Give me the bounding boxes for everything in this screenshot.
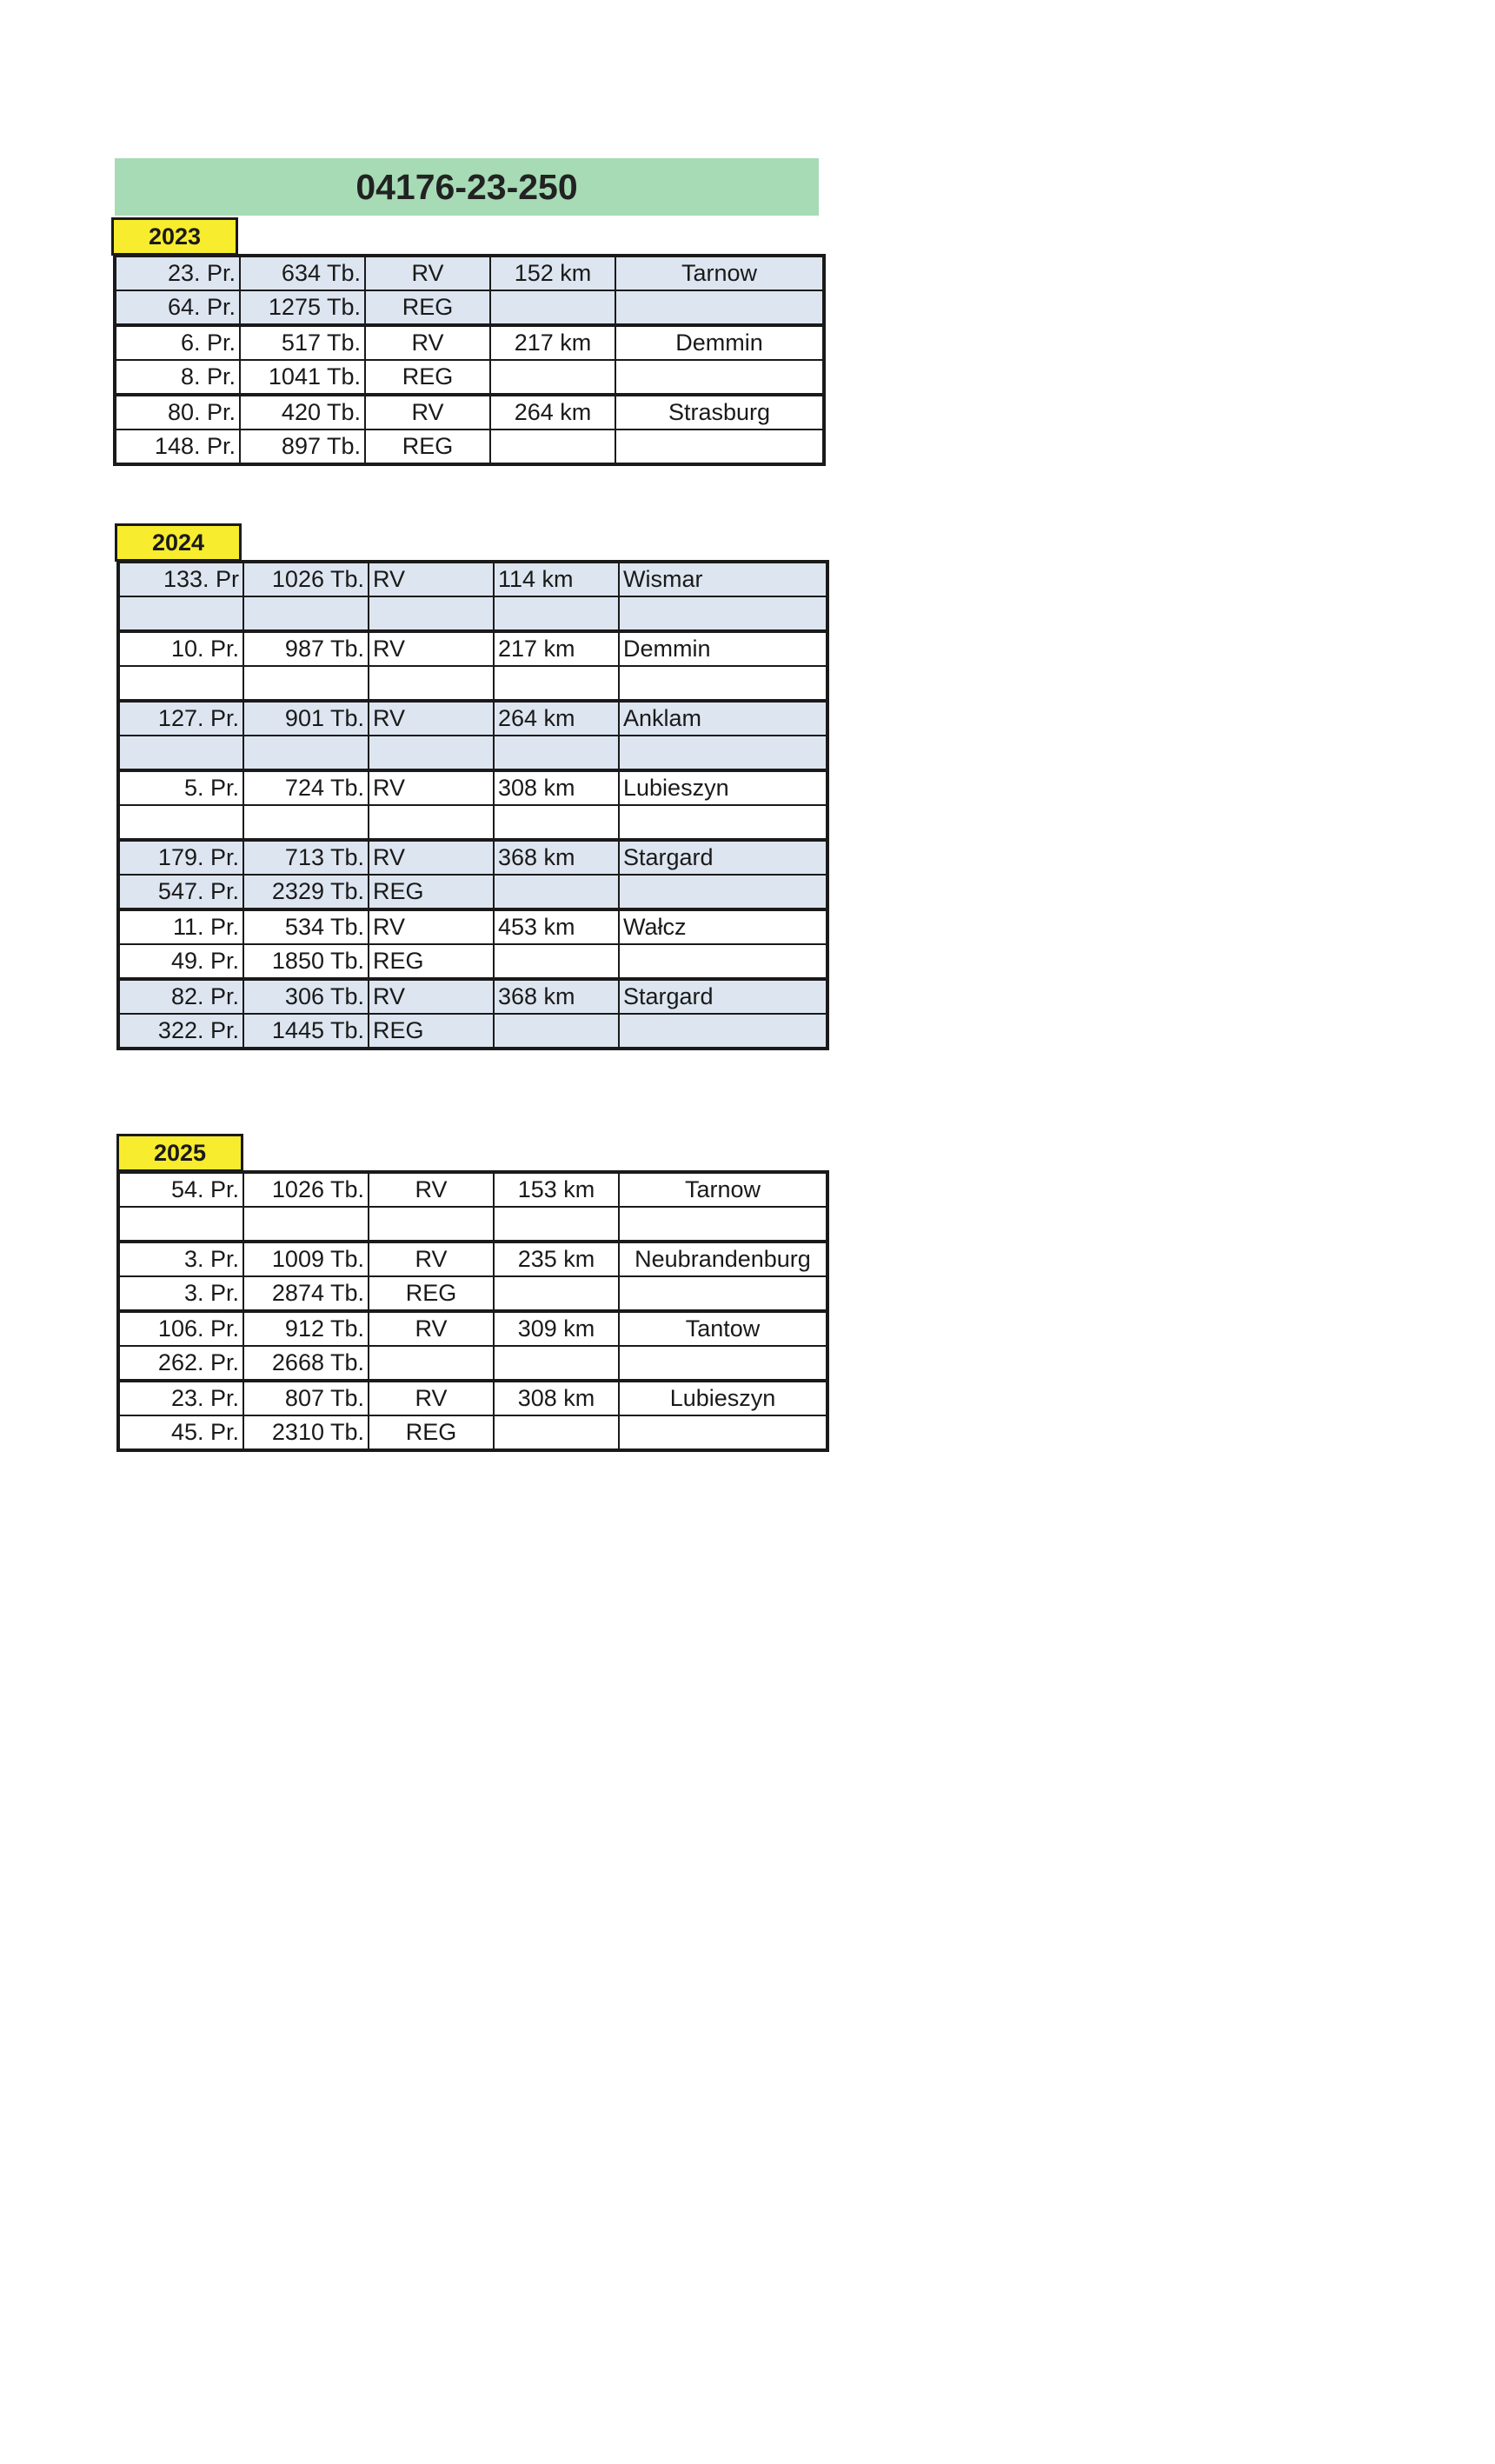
type-cell: RV: [369, 1242, 494, 1276]
tb-cell: 1026 Tb.: [243, 1172, 369, 1207]
type-cell: RV: [365, 256, 490, 290]
tb-cell: 912 Tb.: [243, 1311, 369, 1346]
type-cell: REG: [365, 360, 490, 395]
km-cell: 264 km: [494, 701, 619, 736]
table-row: [118, 1242, 827, 1276]
place-cell: [619, 875, 827, 909]
table-row: [115, 256, 824, 290]
table-row: [118, 701, 827, 736]
table-row: [115, 430, 824, 464]
tb-cell: [243, 736, 369, 770]
km-cell: [490, 360, 615, 395]
pr-cell: 322. Pr.: [118, 1014, 243, 1049]
pr-cell: 133. Pr: [118, 562, 243, 596]
type-cell: [369, 736, 494, 770]
type-cell: [369, 596, 494, 631]
type-cell: RV: [369, 562, 494, 596]
tb-cell: [243, 596, 369, 631]
pr-cell: 11. Pr.: [118, 909, 243, 944]
km-cell: [494, 1415, 619, 1450]
place-cell: Stargard: [619, 840, 827, 875]
pr-cell: [118, 1207, 243, 1242]
pr-cell: 3. Pr.: [118, 1276, 243, 1311]
tb-cell: 634 Tb.: [240, 256, 365, 290]
tb-cell: 1275 Tb.: [240, 290, 365, 325]
km-cell: [494, 666, 619, 701]
place-cell: Lubieszyn: [619, 770, 827, 805]
type-cell: REG: [369, 1276, 494, 1311]
type-cell: RV: [369, 1172, 494, 1207]
place-cell: [619, 596, 827, 631]
place-cell: Demmin: [619, 631, 827, 666]
place-cell: [619, 805, 827, 840]
pr-cell: 3. Pr.: [118, 1242, 243, 1276]
tb-cell: 1850 Tb.: [243, 944, 369, 979]
table-row: [118, 1311, 827, 1346]
km-cell: [494, 1207, 619, 1242]
pr-cell: 262. Pr.: [118, 1346, 243, 1381]
year-label-2025: 2025: [116, 1134, 243, 1172]
tb-cell: 2874 Tb.: [243, 1276, 369, 1311]
table-row: [118, 979, 827, 1014]
table-2023: [113, 254, 826, 466]
type-cell: [369, 805, 494, 840]
table-row: [118, 1172, 827, 1207]
km-cell: 152 km: [490, 256, 615, 290]
km-cell: [494, 944, 619, 979]
table-2025: [116, 1170, 829, 1452]
pr-cell: 106. Pr.: [118, 1311, 243, 1346]
table-2024: [116, 560, 829, 1050]
place-cell: [615, 360, 824, 395]
place-cell: Demmin: [615, 325, 824, 360]
tb-cell: 420 Tb.: [240, 395, 365, 430]
place-cell: Tantow: [619, 1311, 827, 1346]
pr-cell: 80. Pr.: [115, 395, 240, 430]
type-cell: RV: [369, 631, 494, 666]
table-row: [115, 360, 824, 395]
pr-cell: [118, 805, 243, 840]
pr-cell: 23. Pr.: [118, 1381, 243, 1415]
place-cell: [619, 1207, 827, 1242]
place-cell: [619, 944, 827, 979]
place-cell: [619, 666, 827, 701]
km-cell: 308 km: [494, 1381, 619, 1415]
year-label-2023: 2023: [111, 217, 238, 256]
type-cell: RV: [369, 840, 494, 875]
place-cell: [619, 1014, 827, 1049]
pr-cell: 8. Pr.: [115, 360, 240, 395]
pr-cell: 45. Pr.: [118, 1415, 243, 1450]
table-row: [118, 1415, 827, 1450]
place-cell: Stargard: [619, 979, 827, 1014]
place-cell: Strasburg: [615, 395, 824, 430]
table-row: [118, 631, 827, 666]
type-cell: REG: [365, 430, 490, 464]
tb-cell: 306 Tb.: [243, 979, 369, 1014]
table-row: [118, 1276, 827, 1311]
tb-cell: 807 Tb.: [243, 1381, 369, 1415]
place-cell: Anklam: [619, 701, 827, 736]
table-row: [118, 944, 827, 979]
km-cell: 153 km: [494, 1172, 619, 1207]
type-cell: [369, 1346, 494, 1381]
place-cell: Tarnow: [615, 256, 824, 290]
km-cell: [494, 1014, 619, 1049]
tb-cell: [243, 666, 369, 701]
pr-cell: 10. Pr.: [118, 631, 243, 666]
km-cell: 264 km: [490, 395, 615, 430]
pr-cell: 148. Pr.: [115, 430, 240, 464]
tb-cell: 987 Tb.: [243, 631, 369, 666]
pr-cell: [118, 596, 243, 631]
tb-cell: 901 Tb.: [243, 701, 369, 736]
km-cell: 217 km: [490, 325, 615, 360]
place-cell: [619, 1346, 827, 1381]
place-cell: [619, 736, 827, 770]
document-title: 04176-23-250: [115, 158, 819, 216]
tb-cell: 2329 Tb.: [243, 875, 369, 909]
km-cell: [494, 736, 619, 770]
place-cell: [619, 1276, 827, 1311]
km-cell: 368 km: [494, 840, 619, 875]
pr-cell: 6. Pr.: [115, 325, 240, 360]
tb-cell: 1445 Tb.: [243, 1014, 369, 1049]
type-cell: RV: [365, 395, 490, 430]
place-cell: Wismar: [619, 562, 827, 596]
table-row: [115, 395, 824, 430]
table-row: [118, 666, 827, 701]
tb-cell: 713 Tb.: [243, 840, 369, 875]
place-cell: [615, 430, 824, 464]
km-cell: 309 km: [494, 1311, 619, 1346]
pr-cell: 64. Pr.: [115, 290, 240, 325]
place-cell: [619, 1415, 827, 1450]
km-cell: [490, 290, 615, 325]
pr-cell: 82. Pr.: [118, 979, 243, 1014]
type-cell: REG: [369, 875, 494, 909]
type-cell: REG: [369, 1415, 494, 1450]
type-cell: REG: [369, 1014, 494, 1049]
pr-cell: 54. Pr.: [118, 1172, 243, 1207]
km-cell: [494, 1276, 619, 1311]
km-cell: 217 km: [494, 631, 619, 666]
type-cell: [369, 666, 494, 701]
type-cell: RV: [365, 325, 490, 360]
pr-cell: 127. Pr.: [118, 701, 243, 736]
table-row: [118, 1207, 827, 1242]
tb-cell: 724 Tb.: [243, 770, 369, 805]
km-cell: 235 km: [494, 1242, 619, 1276]
type-cell: RV: [369, 1311, 494, 1346]
type-cell: REG: [369, 944, 494, 979]
table-row: [118, 770, 827, 805]
type-cell: RV: [369, 701, 494, 736]
tb-cell: 1026 Tb.: [243, 562, 369, 596]
place-cell: Tarnow: [619, 1172, 827, 1207]
table-row: [118, 596, 827, 631]
tb-cell: 2668 Tb.: [243, 1346, 369, 1381]
type-cell: RV: [369, 770, 494, 805]
table-row: [118, 1346, 827, 1381]
type-cell: RV: [369, 1381, 494, 1415]
pr-cell: 49. Pr.: [118, 944, 243, 979]
km-cell: [494, 805, 619, 840]
pr-cell: 179. Pr.: [118, 840, 243, 875]
table-row: [118, 1381, 827, 1415]
tb-cell: [243, 805, 369, 840]
type-cell: [369, 1207, 494, 1242]
table-row: [115, 325, 824, 360]
km-cell: [494, 1346, 619, 1381]
table-row: [118, 840, 827, 875]
km-cell: 308 km: [494, 770, 619, 805]
km-cell: [490, 430, 615, 464]
pr-cell: 23. Pr.: [115, 256, 240, 290]
pr-cell: 5. Pr.: [118, 770, 243, 805]
tb-cell: [243, 1207, 369, 1242]
km-cell: [494, 875, 619, 909]
km-cell: [494, 596, 619, 631]
pr-cell: [118, 666, 243, 701]
km-cell: 114 km: [494, 562, 619, 596]
place-cell: Neubrandenburg: [619, 1242, 827, 1276]
table-row: [115, 290, 824, 325]
tb-cell: 1009 Tb.: [243, 1242, 369, 1276]
type-cell: RV: [369, 979, 494, 1014]
pr-cell: [118, 736, 243, 770]
place-cell: Lubieszyn: [619, 1381, 827, 1415]
table-row: [118, 562, 827, 596]
tb-cell: 897 Tb.: [240, 430, 365, 464]
km-cell: 453 km: [494, 909, 619, 944]
type-cell: REG: [365, 290, 490, 325]
table-row: [118, 736, 827, 770]
tb-cell: 2310 Tb.: [243, 1415, 369, 1450]
place-cell: [615, 290, 824, 325]
table-row: [118, 805, 827, 840]
table-row: [118, 909, 827, 944]
place-cell: Wałcz: [619, 909, 827, 944]
table-row: [118, 875, 827, 909]
tb-cell: 517 Tb.: [240, 325, 365, 360]
tb-cell: 1041 Tb.: [240, 360, 365, 395]
pr-cell: 547. Pr.: [118, 875, 243, 909]
km-cell: 368 km: [494, 979, 619, 1014]
tb-cell: 534 Tb.: [243, 909, 369, 944]
year-label-2024: 2024: [115, 523, 242, 562]
type-cell: RV: [369, 909, 494, 944]
table-row: [118, 1014, 827, 1049]
